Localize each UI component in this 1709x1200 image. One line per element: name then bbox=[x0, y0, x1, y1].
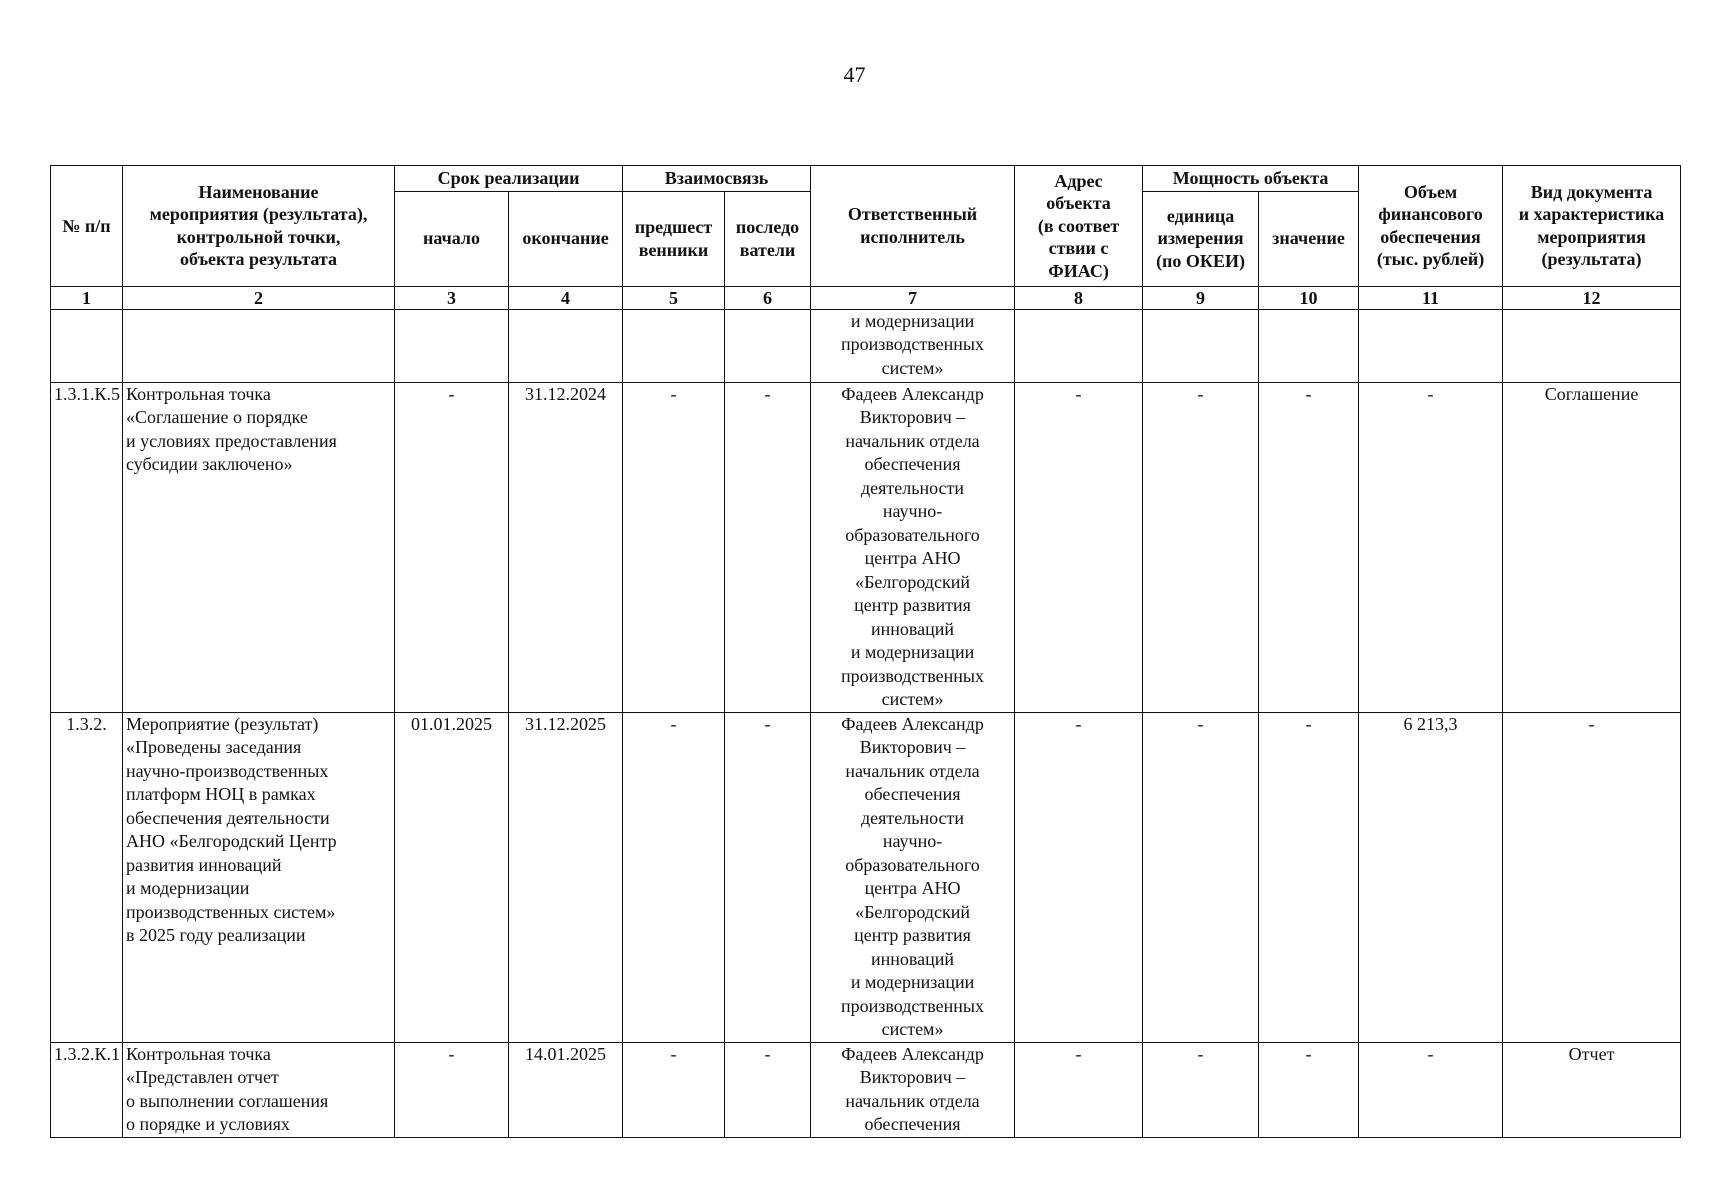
table-row bbox=[51, 1042, 1681, 1137]
cell-value: - bbox=[1259, 712, 1359, 1042]
column-number: 7 bbox=[811, 286, 1015, 309]
cell-pred: - bbox=[623, 382, 725, 712]
header-address: Адрес объекта (в соответ ствии с ФИАС) bbox=[1015, 166, 1143, 287]
cell-num: 1.3.2. bbox=[51, 712, 123, 1042]
cell-unit: - bbox=[1143, 712, 1259, 1042]
cell-document: - bbox=[1503, 712, 1681, 1042]
cell-document: Отчет bbox=[1503, 1042, 1681, 1137]
cell-succ: - bbox=[725, 1042, 811, 1137]
cell-succ: - bbox=[725, 382, 811, 712]
column-number: 1 bbox=[51, 286, 123, 309]
header-successors: последо ватели bbox=[725, 191, 811, 286]
column-number: 6 bbox=[725, 286, 811, 309]
header-link-group: Взаимосвязь bbox=[623, 166, 811, 192]
cell-end: 14.01.2025 bbox=[509, 1042, 623, 1137]
cell-start bbox=[395, 309, 509, 382]
cell-start: - bbox=[395, 382, 509, 712]
cell-name bbox=[123, 309, 395, 382]
cell-document bbox=[1503, 309, 1681, 382]
cell-document: Соглашение bbox=[1503, 382, 1681, 712]
cell-value: - bbox=[1259, 382, 1359, 712]
cell-address: - bbox=[1015, 1042, 1143, 1137]
column-number: 12 bbox=[1503, 286, 1681, 309]
cell-responsible: Фадеев Александр Викторович – начальник отдела обеспечения деятельности научно- образовательного центра АНО «Белгородский центр развития инноваций и модернизации производственных систем» bbox=[811, 382, 1015, 712]
cell-start: 01.01.2025 bbox=[395, 712, 509, 1042]
column-number: 2 bbox=[123, 286, 395, 309]
cell-financing: 6 213,3 bbox=[1359, 712, 1503, 1042]
column-number: 9 bbox=[1143, 286, 1259, 309]
column-number: 5 bbox=[623, 286, 725, 309]
header-num: № п/п bbox=[51, 166, 123, 287]
column-number: 8 bbox=[1015, 286, 1143, 309]
cell-num: 1.3.1.К.5 bbox=[51, 382, 123, 712]
header-row-top bbox=[51, 166, 1681, 192]
page-number: 47 bbox=[843, 62, 866, 87]
header-unit: единица измерения (по ОКЕИ) bbox=[1143, 191, 1259, 286]
column-number: 11 bbox=[1359, 286, 1503, 309]
cell-responsible: Фадеев Александр Викторович – начальник отдела обеспечения bbox=[811, 1042, 1015, 1137]
cell-end: 31.12.2025 bbox=[509, 712, 623, 1042]
cell-financing bbox=[1359, 309, 1503, 382]
cell-value bbox=[1259, 309, 1359, 382]
table-row bbox=[51, 382, 1681, 712]
header-financing: Объем финансового обеспечения (тыс. рублей) bbox=[1359, 166, 1503, 287]
cell-end bbox=[509, 309, 623, 382]
cell-address bbox=[1015, 309, 1143, 382]
cell-unit: - bbox=[1143, 1042, 1259, 1137]
cell-responsible: Фадеев Александр Викторович – начальник отдела обеспечения деятельности научно- образовательного центра АНО «Белгородский центр развития инноваций и модернизации производственных систем» bbox=[811, 712, 1015, 1042]
cell-responsible: и модернизации производственных систем» bbox=[811, 309, 1015, 382]
header-start: начало bbox=[395, 191, 509, 286]
column-number-row bbox=[51, 286, 1681, 309]
cell-name: Контрольная точка «Соглашение о порядке и условиях предоставления субсидии заключено» bbox=[123, 382, 395, 712]
column-number: 4 bbox=[509, 286, 623, 309]
cell-value: - bbox=[1259, 1042, 1359, 1137]
cell-pred: - bbox=[623, 712, 725, 1042]
header-term-group: Срок реализации bbox=[395, 166, 623, 192]
header-predecessors: предшест венники bbox=[623, 191, 725, 286]
column-number: 3 bbox=[395, 286, 509, 309]
cell-num bbox=[51, 309, 123, 382]
cell-financing: - bbox=[1359, 382, 1503, 712]
header-document: Вид документа и характеристика мероприятия (результата) bbox=[1503, 166, 1681, 287]
cell-name: Мероприятие (результат) «Проведены заседания научно-производственных платформ НОЦ в рамках обеспечения деятельности АНО «Белгородский Центр развития инноваций и модернизации производственных систем» в 2025 году реализации bbox=[123, 712, 395, 1042]
cell-succ bbox=[725, 309, 811, 382]
cell-pred: - bbox=[623, 1042, 725, 1137]
cell-address: - bbox=[1015, 712, 1143, 1042]
cell-end: 31.12.2024 bbox=[509, 382, 623, 712]
cell-financing: - bbox=[1359, 1042, 1503, 1137]
cell-pred bbox=[623, 309, 725, 382]
cell-num: 1.3.2.К.1 bbox=[51, 1042, 123, 1137]
cell-unit: - bbox=[1143, 382, 1259, 712]
column-number: 10 bbox=[1259, 286, 1359, 309]
header-responsible: Ответственный исполнитель bbox=[811, 166, 1015, 287]
cell-address: - bbox=[1015, 382, 1143, 712]
table-row bbox=[51, 712, 1681, 1042]
header-power-group: Мощность объекта bbox=[1143, 166, 1359, 192]
cell-start: - bbox=[395, 1042, 509, 1137]
activity-plan-table bbox=[50, 165, 1681, 1138]
header-value: значение bbox=[1259, 191, 1359, 286]
cell-unit bbox=[1143, 309, 1259, 382]
header-name: Наименование мероприятия (результата), контрольной точки, объекта результата bbox=[123, 166, 395, 287]
header-end: окончание bbox=[509, 191, 623, 286]
cell-succ: - bbox=[725, 712, 811, 1042]
cell-name: Контрольная точка «Представлен отчет о выполнении соглашения о порядке и условиях bbox=[123, 1042, 395, 1137]
table-row bbox=[51, 309, 1681, 382]
